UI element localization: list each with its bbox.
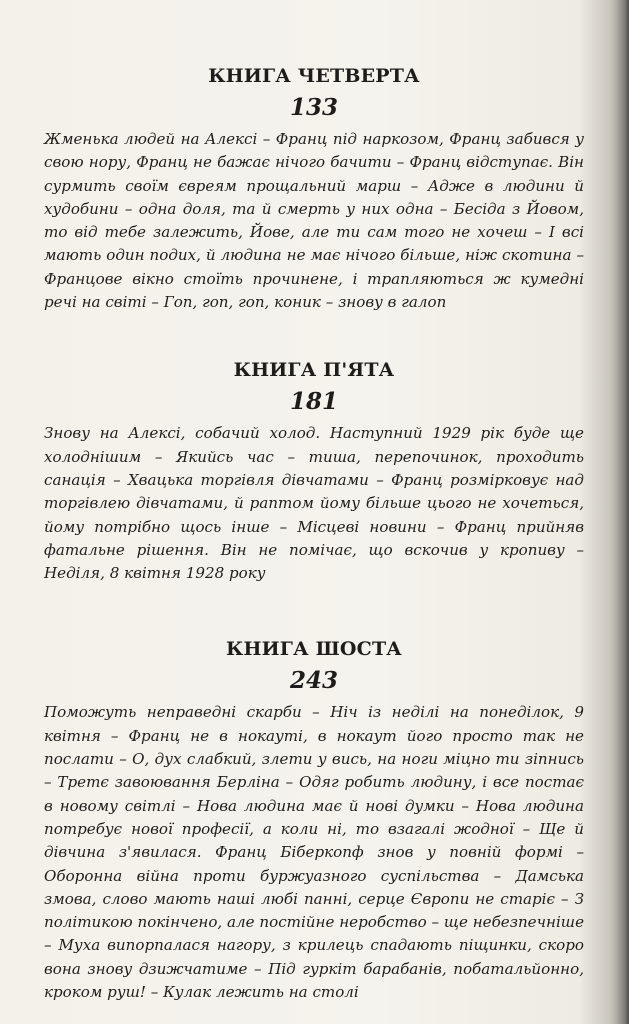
book-section-6 [44, 635, 584, 1004]
chapter-summary: Жменька людей на Алексі – Франц під наркозом, Франц забився у свою нору, Франц не бажає нічого бачити – Франц відступає. Він сурмить своїм євреям прощальний марш – Адже в людини й худобини – одна доля, та й смерть у них одна – Бесіда з Йовом, то від тебе залежить, Йове, але ти сам того не хочеш – І всі мають один подих, й людина не має нічого більше, ніж скотина – Францове вікно стоїть прочинене, і трапляються ж кумедні речі на світі – Гоп, гоп, гоп, коник – знову в галоп [44, 130, 584, 312]
book-title: КНИГА ШОСТА [226, 638, 402, 661]
book-section-4 [44, 62, 584, 314]
page-number: 181 [289, 388, 338, 416]
chapter-summary: Знову на Алексі, собачий холод. Наступний 1929 рік буде ще холоднішим – Якийсь час – тиша, перепочинок, проходить санація – Хвацька торгівля дівчатами – Франц розмірковує над торгівлею дівчатами, й раптом йому більше цього не хочеться, йому потрібно щось інше – Місцеві новини – Франц прийняв фатальне рішення. Він не помічає, що вскочив у кропиву – Неділя, 8 квітня 1928 року [44, 424, 584, 583]
table-of-contents [44, 62, 584, 1004]
book-title: КНИГА ЧЕТВЕРТА [208, 65, 420, 87]
book-section-5 [44, 356, 584, 585]
page-number: 133 [289, 94, 338, 121]
page-number: 243 [289, 667, 338, 695]
spine-shadow [615, 0, 629, 1024]
chapter-summary: Поможуть неправедні скарби – Ніч із неділі на понеділок, 9 квітня – Франц не в нокауті, в нокаут його просто так не послати – О, дух слабкий, злети у вись, на ноги міцно ти зіпнись – Третє завоювання Берліна – Одяг робить людину, і все постає в новому світлі – Нова людина має й нові думки – Нова людина потребує нової професії, а коли ні, то взагалі жодної – Ще й дівчина з'явилася. Франц Біберкопф знов у повній формі – Оборонна війна проти буржуазного суспільства – Дамська змова, слово мають наші любі панні, серце Європи не старіє – З політикою покінчено, але постійне неробство – ще небезпечніше – Муха випорпалася нагору, з крилець спадають піщинки, скоро вона знову дзижчатиме – Під гуркіт барабанів, побатальйонно, кроком руш! – Кулак лежить на столі [44, 703, 584, 1002]
book-title: КНИГА П'ЯТА [233, 359, 395, 382]
